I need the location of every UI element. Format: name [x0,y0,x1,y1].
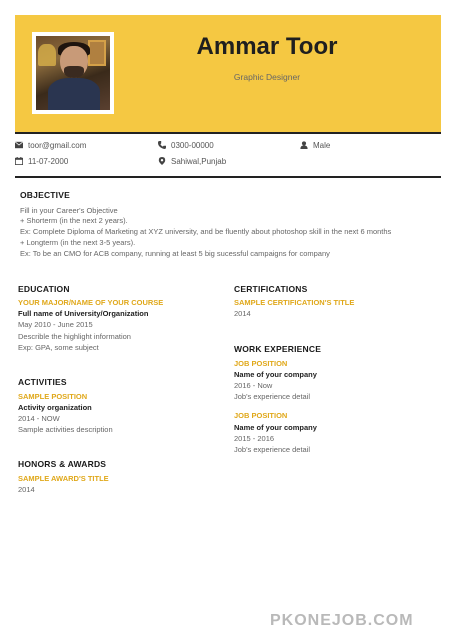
contact-location: Sahiwal,Punjab [158,157,226,166]
job-period: 2015 - 2016 [234,434,275,443]
activities-desc: Sample activities description [18,425,113,434]
objective-line: Fill in your Career's Objective [20,206,118,215]
job-period: 2016 - Now [234,381,273,390]
job-position: JOB POSITION [234,411,288,420]
map-pin-icon [158,157,167,166]
job-position: JOB POSITION [234,359,288,368]
divider-bottom [15,176,441,178]
education-major: YOUR MAJOR/NAME OF YOUR COURSE [18,298,164,307]
contact-phone: 0300-00000 [158,141,214,150]
education-extra: Exp: GPA, some subject [18,343,99,352]
objective-line: + Shorterm (in the next 2 years). [20,216,128,225]
calendar-icon [15,157,24,166]
certifications-title: CERTIFICATIONS [234,284,308,294]
education-org: Full name of University/Organization [18,309,149,318]
profile-photo [36,36,110,110]
certification-name: SAMPLE CERTIFICATION'S TITLE [234,298,355,307]
candidate-name: Ammar Toor [196,33,338,60]
job-detail: Job's experience detail [234,392,311,401]
contact-email: toor@gmail.com [15,141,86,150]
activities-org: Activity organization [18,403,92,412]
job-company: Name of your company [234,423,317,432]
activities-title: ACTIVITIES [18,377,67,387]
work-title: WORK EXPERIENCE [234,344,322,354]
certification-year: 2014 [234,309,251,318]
divider-top [15,132,441,134]
envelope-icon [15,141,24,150]
person-icon [300,141,309,150]
watermark: PKONEJOB.COM [270,612,414,629]
activities-position: SAMPLE POSITION [18,392,88,401]
job-detail: Job's experience detail [234,445,311,454]
job-company: Name of your company [234,370,317,379]
honors-title: HONORS & AWARDS [18,459,107,469]
objective-title: OBJECTIVE [20,190,70,200]
honors-year: 2014 [18,485,35,494]
education-period: May 2010 - June 2015 [18,320,93,329]
objective-line: Ex: To be an CMO for ACB company, running at least 5 big sucessful campaigns for company [20,249,330,258]
honors-award: SAMPLE AWARD'S TITLE [18,474,109,483]
objective-line: Ex: Complete Diploma of Marketing at XYZ university, and be fluently about photoshop skill in the next 6 months [20,227,392,236]
education-desc: Describle the highlight information [18,332,131,341]
activities-period: 2014 - NOW [18,414,60,423]
profile-photo-frame [32,32,114,114]
candidate-role: Graphic Designer [233,72,301,82]
contact-dob: 11-07-2000 [15,157,68,166]
phone-icon [158,141,167,150]
contact-gender: Male [300,141,330,150]
objective-line: + Longterm (in the next 3-5 years). [20,238,136,247]
education-title: EDUCATION [18,284,70,294]
